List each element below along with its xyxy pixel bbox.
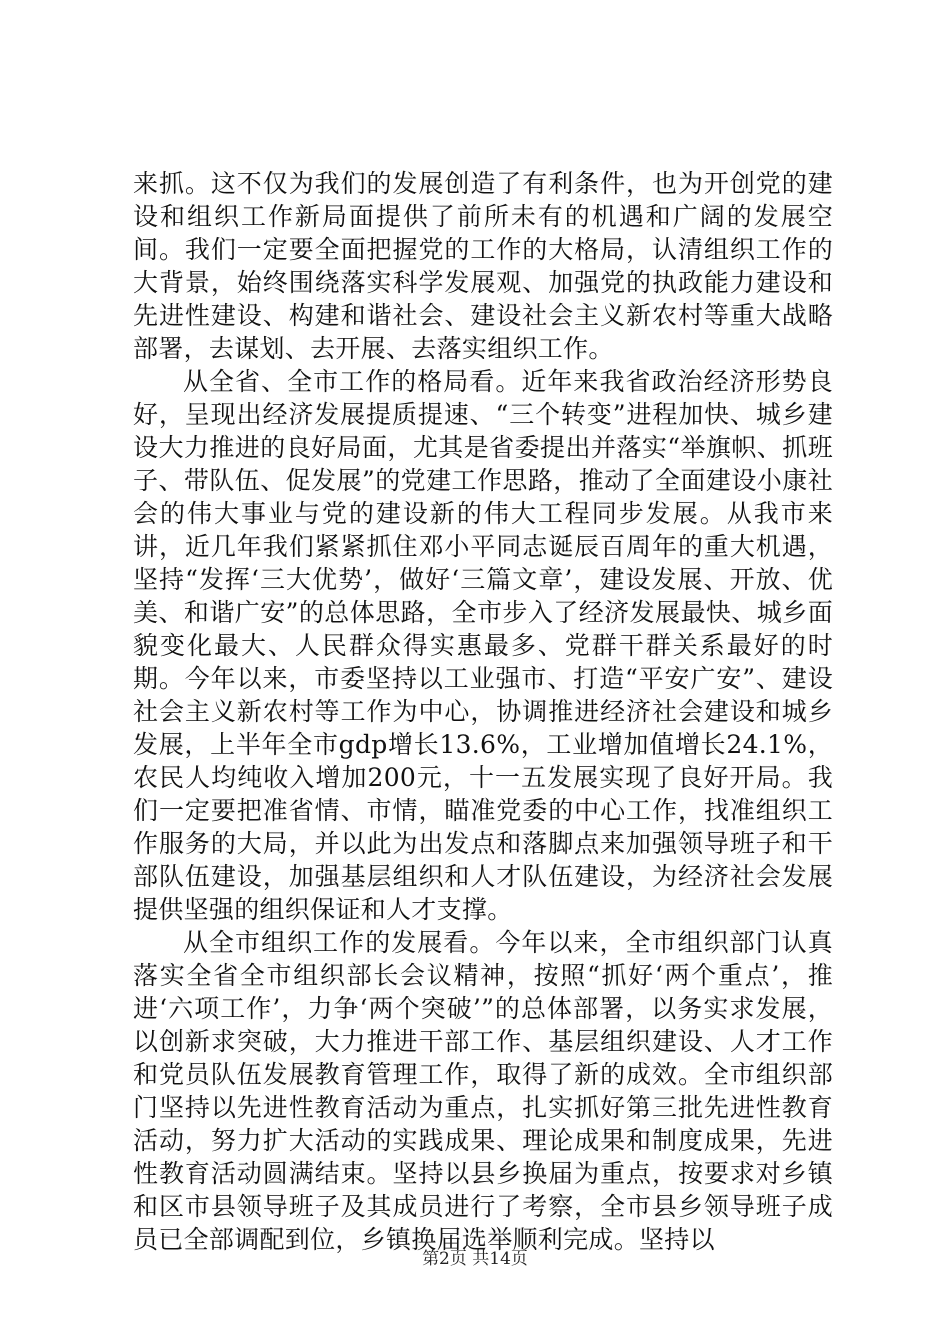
paragraph-3: 从全市组织工作的发展看。今年以来，全市组织部门认真落实全省全市组织部长会议精神，按照“抓好‘两个重点’，推进‘六项工作’，力争‘两个突破’”的总体部署，以务实求发展，以创新求突破，大力推进干部工作、基层组织建设、人才工作和党员队伍发展教育管理工作，取得了新的成效。全市组织部门坚持以先进性教育活动为重点，扎实抓好第三批先进性教育活动，努力扩大活动的实践成果、理论成果和制度成果，先进性教育活动圆满结束。坚持以县乡换届为重点，按要求对乡镇和区市县领导班子及其成员进行了考察，全市县乡领导班子成员已全部调配到位，乡镇换届选举顺利完成。坚持以 bbox=[133, 928, 833, 1254]
paragraph-1: 来抓。这不仅为我们的发展创造了有利条件，也为开创党的建设和组织工作新局面提供了前所未有的机遇和广阔的发展空间。我们一定要全面把握党的工作的大格局，认清组织工作的大背景，始终围绕落实科学发展观、加强党的执政能力建设和先进性建设、构建和谐社会、建设社会主义新农村等重大战略部署，去谋划、去开展、去落实组织工作。 bbox=[133, 169, 833, 363]
page-footer bbox=[0, 1248, 950, 1270]
document-body bbox=[133, 167, 833, 1256]
page-number-label: 第2页 共14页 bbox=[422, 1249, 528, 1269]
paragraph-2: 从全省、全市工作的格局看。近年来我省政治经济形势良好，呈现出经济发展提质提速、“三个转变”进程加快、城乡建设大力推进的良好局面，尤其是省委提出并落实“举旗帜、抓班子、带队伍、促发展”的党建工作思路，推动了全面建设小康社会的伟大事业与党的建设新的伟大工程同步发展。从我市来讲，近几年我们紧紧抓住邓小平同志诞辰百周年的重大机遇，坚持“发挥‘三大优势’，做好‘三篇文章’，建设发展、开放、优美、和谐广安”的总体思路，全市步入了经济发展最快、城乡面貌变化最大、人民群众得实惠最多、党群干群关系最好的时期。今年以来，市委坚持以工业强市、打造“平安广安”、建设社会主义新农村等工作为中心，协调推进经济社会建设和城乡发展，上半年全市gdp增长13.6%，工业增加值增长24.1%，农民人均纯收入增加200元，十一五发展实现了良好开局。我们一定要把准省情、市情，瞄准党委的中心工作，找准组织工作服务的大局，并以此为出发点和落脚点来加强领导班子和干部队伍建设，加强基层组织和人才队伍建设，为经济社会发展提供坚强的组织保证和人才支撑。 bbox=[133, 367, 833, 924]
